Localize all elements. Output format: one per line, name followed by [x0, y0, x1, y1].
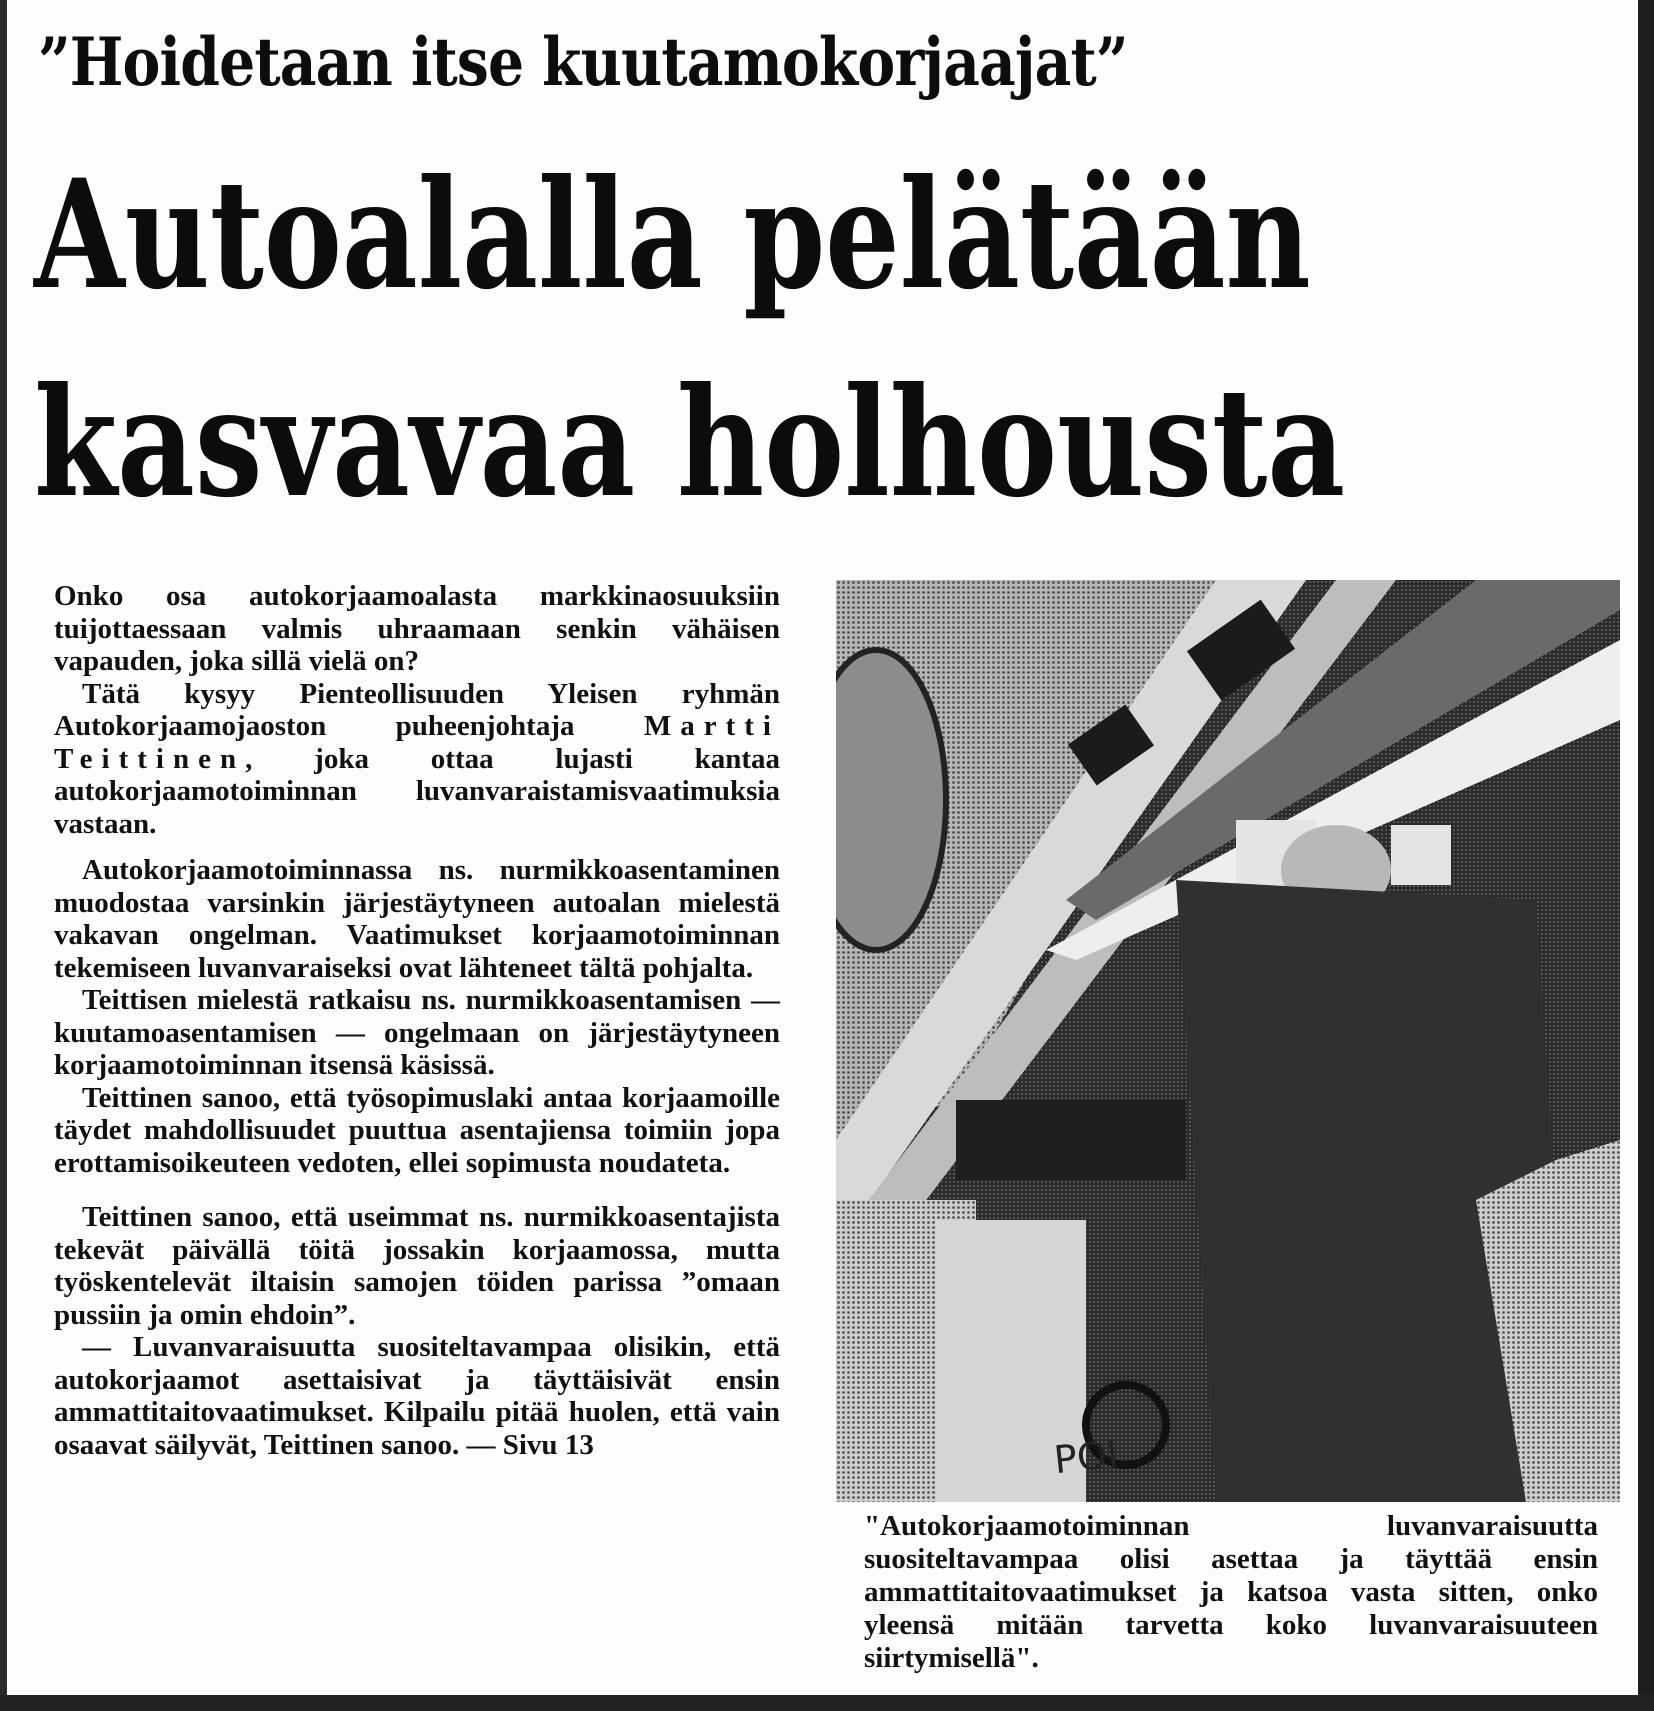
body-paragraph: — Luvanvaraisuutta suositeltavampaa olisikin, että autokorjaamot asettaisivat ja täyttäisivät ensin ammattitaitovaatimukset. Kilpailu pitää huolen, että vain osaavat säilyvät, Teittinen sanoo. — Sivu 13 — [54, 1331, 780, 1461]
photo-sign-text: POI — [1051, 1431, 1121, 1483]
photo-halftone-illustration — [836, 580, 1620, 1502]
kicker-headline: ”Hoidetaan itse kuutamokorjaajat” — [38, 23, 1128, 101]
article-photo — [836, 580, 1620, 1502]
scan-edge-right — [1638, 0, 1654, 1711]
body-paragraph: Teittinen sanoo, että useimmat ns. nurmikkoasentajista tekevät päivällä töitä jossakin korjaamossa, mutta työskentelevät iltaisin samojen töiden parissa ”omaan pussiin ja omin ehdoin”. — [54, 1201, 780, 1331]
headline-line-2: kasvavaa holhousta — [34, 355, 1346, 531]
scan-edge-left — [0, 0, 7, 1711]
photo-caption — [864, 1510, 1598, 1675]
paragraph-text: , joka ottaa lujasti kantaa autokorjaamotoiminnan luvanvaraistamisvaatimuksia vastaan. — [54, 742, 780, 840]
lead-paragraph: Onko osa autokorjaamoalasta markkinaosuuksiin tuijottaessaan valmis uhraamaan senkin vähäisen vapauden, joka sillä vielä on? — [54, 580, 780, 677]
headline-line-1: Autoalalla pelätään — [34, 147, 1311, 323]
body-paragraph: Teittisen mielestä ratkaisu ns. nurmikkoasentamisen — kuutamoasentamisen — ongelmaan on järjestäytyneen korjaamotoiminnan itsensä käsissä. — [54, 984, 780, 1081]
body-paragraph: Autokorjaamotoiminnassa ns. nurmikkoasentaminen muodostaa varsinkin järjestäytyneen autoalan mielestä vakavan ongelman. Vaatimukset korjaamotoiminnan tekemiseen luvanvaraiseksi ovat lähteneet tältä pohjalta. — [54, 854, 780, 984]
body-paragraph — [54, 678, 780, 841]
scan-edge-bottom — [0, 1695, 1654, 1711]
person-name: Martti Teittinen — [54, 710, 780, 775]
paragraph-text: Tätä kysyy Pienteollisuuden Yleisen ryhmän Autokorjaamojaoston puheenjohtaja — [54, 677, 780, 742]
article-body — [54, 580, 780, 1461]
body-paragraph: Teittinen sanoo, että työsopimuslaki antaa korjaamoille täydet mahdollisuudet puuttua asentajiensa toimiin jopa erottamisoikeuteen vedoten, ellei sopimusta noudateta. — [54, 1081, 780, 1179]
caption-text: "Autokorjaamotoiminnan luvanvaraisuutta suositeltavampaa olisi asettaa ja täyttää ensin ammattitaitovaatimukset ja katsoa vasta sitten, onko yleensä mitään tarvetta koko luvanvaraisuuteen siirtymisellä". — [864, 1510, 1598, 1674]
